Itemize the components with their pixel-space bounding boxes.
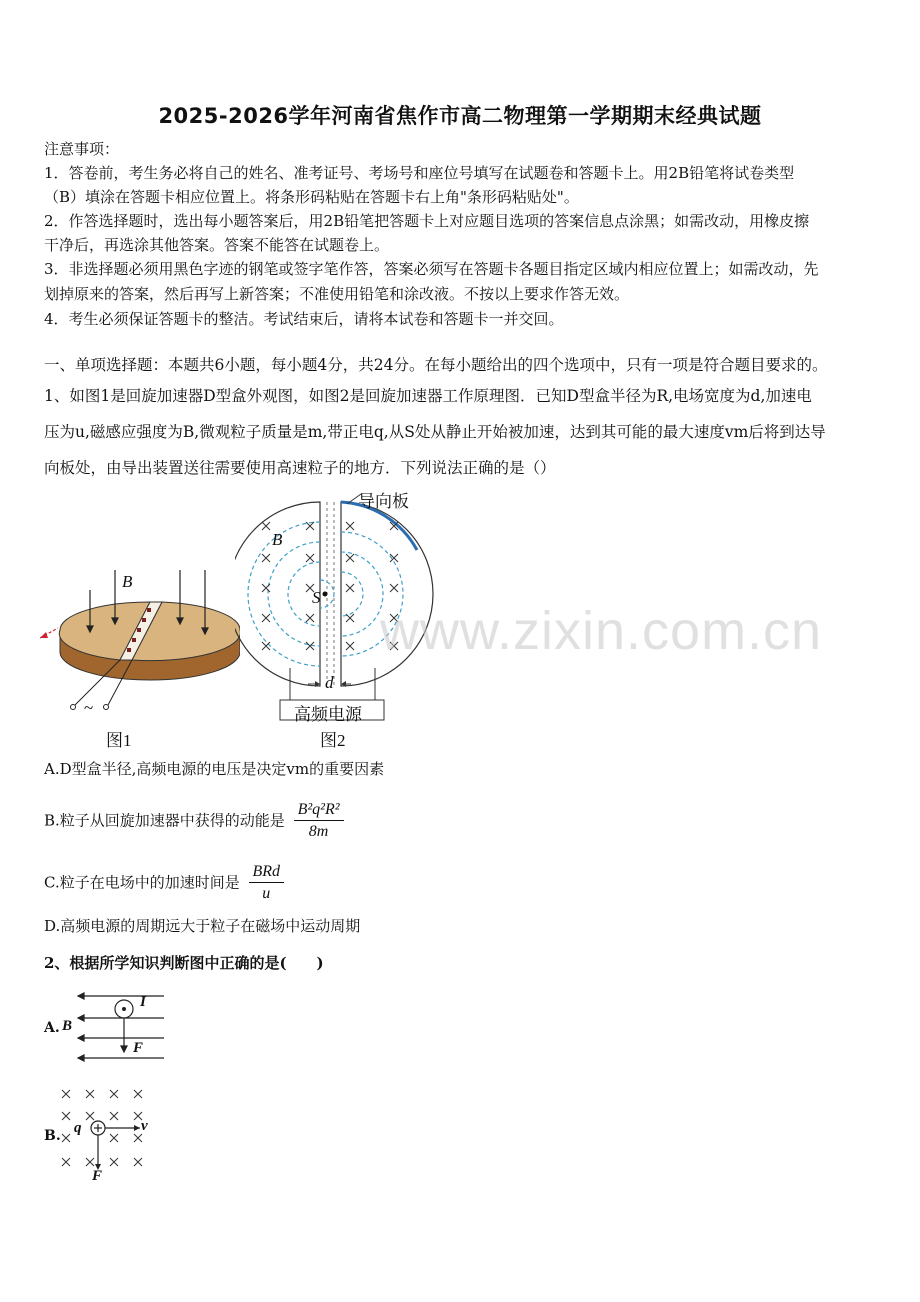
q2-a-current-label: I [140, 994, 146, 1010]
q1-option-c-denominator: u [262, 885, 271, 902]
fig2-b-label: B [272, 530, 283, 549]
q2-option-a-diagram [72, 988, 172, 1063]
q1-option-b [44, 800, 344, 843]
q1-stem-line-3: 向板处，由导出装置送往需要使用高速粒子的地方．下列说法正确的是（） [44, 459, 556, 477]
fig2-guide-plate-label: 导向板 [358, 492, 409, 511]
notice-line-3: 2．作答选择题时，选出每小题答案后，用2B铅笔把答题卡上对应题目选项的答案信息点涂黑；如需改动，用橡皮擦 [44, 212, 810, 230]
q2-a-field-label: B [62, 1018, 73, 1034]
q1-option-d: D.高频电源的周期远大于粒子在磁场中运动周期 [44, 917, 361, 935]
fig2-s-label: S [312, 588, 321, 607]
notice-line-4: 干净后，再选涂其他答案。答案不能答在试题卷上。 [44, 236, 390, 254]
q2-b-velocity-label: v [141, 1118, 148, 1134]
fig1-caption: 图1 [106, 731, 132, 750]
q1-option-c-numerator: BRd [249, 862, 285, 883]
q2-stem: 2、根据所学知识判断图中正确的是( ) [44, 954, 324, 972]
q1-stem-line-2: 压为u,磁感应强度为B,微观粒子质量是m,带正电q,从S处从静止开始被加速，达到其可能的最大速度vm后将到达导 [44, 423, 826, 441]
notice-line-6: 划掉原来的答案，然后再写上新答案；不准使用铅笔和涂改液。不按以上要求作答无效。 [44, 285, 630, 303]
q1-option-b-text: B.粒子从回旋加速器中获得的动能是 [44, 811, 285, 830]
fig1-ac-symbol: ~ [84, 698, 94, 717]
notice-heading: 注意事项： [44, 140, 120, 158]
fig2-power-label: 高频电源 [294, 705, 362, 724]
figure-1-dbox-diagram [30, 560, 240, 720]
fig2-d-label: d [325, 673, 334, 692]
q1-stem-line-1: 1、如图1是回旋加速器D型盒外观图，如图2是回旋加速器工作原理图．已知D型盒半径为R,电场宽度为d,加速电 [44, 387, 812, 405]
fig1-b-label: B [122, 572, 133, 591]
q1-option-c-fraction [249, 862, 285, 905]
notice-line-2: （B）填涂在答题卡相应位置上。将条形码粘贴在答题卡右上角"条形码粘贴处"。 [44, 188, 579, 206]
q1-option-b-fraction [294, 800, 344, 843]
fig2-caption: 图2 [320, 731, 346, 750]
notice-line-7: 4．考生必须保证答题卡的整洁。考试结束后，请将本试卷和答题卡一并交回。 [44, 310, 564, 328]
notice-line-5: 3．非选择题必须用黑色字迹的钢笔或签字笔作答，答案必须写在答题卡各题目指定区域内相应位置上；如需改动，先 [44, 260, 819, 278]
q2-option-a-label: A. [44, 1020, 60, 1036]
q1-option-c [44, 862, 284, 905]
watermark: www.zixin.com.cn [380, 601, 823, 661]
q2-b-force-label: F [92, 1168, 103, 1184]
page-title: 2025-2026学年河南省焦作市高二物理第一学期期末经典试题 [158, 104, 762, 128]
section-heading: 一、单项选择题：本题共6小题，每小题4分，共24分。在每小题给出的四个选项中，只有一项是符合题目要求的。 [44, 356, 828, 374]
q2-option-b-label: B. [44, 1128, 61, 1144]
q2-a-force-label: F [133, 1040, 144, 1056]
notice-line-1: 1．答卷前，考生务必将自己的姓名、准考证号、考场号和座位号填写在试题卷和答题卡上。用2B铅笔将试卷类型 [44, 164, 795, 182]
q1-option-a: A.D型盒半径,高频电源的电压是决定vm的重要因素 [44, 760, 385, 778]
q1-option-b-denominator: 8m [308, 823, 329, 840]
q1-option-b-numerator: B²q²R² [294, 800, 344, 821]
q2-b-charge-label: q [74, 1120, 82, 1136]
q1-option-c-text: C.粒子在电场中的加速时间是 [44, 873, 240, 892]
